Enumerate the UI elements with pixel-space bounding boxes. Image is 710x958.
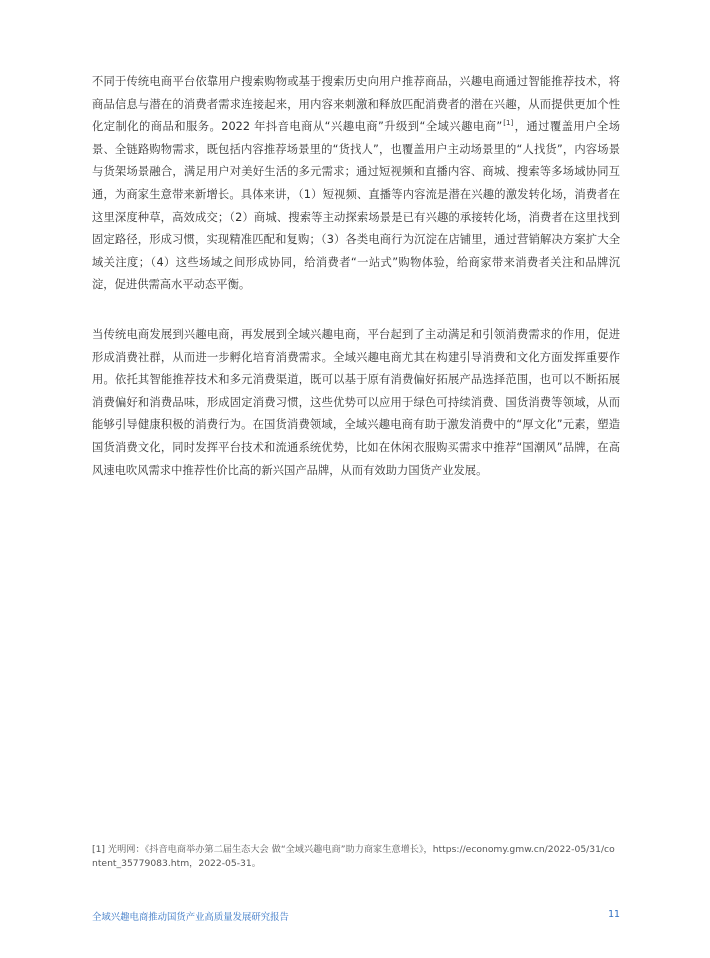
body-paragraph-1 bbox=[92, 71, 620, 297]
footnote-reference-mark[interactable]: [1] bbox=[503, 119, 514, 128]
main-content bbox=[92, 71, 620, 482]
paragraph-1-text-before-ref: 不同于传统电商平台依靠用户搜索购物或基于搜索历史向用户推荐商品，兴趣电商通过智能推荐技术，将商品信息与潜在的消费者需求连接起来，用内容来刺激和释放匹配消费者的潜在兴趣，从而提供更加个性化定制化的商品和服务。2022 年抖音电商从“兴趣电商”升级到“全域兴趣电商” bbox=[92, 75, 620, 134]
page-number: 11 bbox=[608, 909, 620, 920]
footer-report-title: 全域兴趣电商推动国货产业高质量发展研究报告 bbox=[92, 912, 289, 923]
body-paragraph-2: 当传统电商发展到兴趣电商，再发展到全域兴趣电商，平台起到了主动满足和引领消费需求的作用，促进形成消费社群，从而进一步孵化培育消费需求。全域兴趣电商尤其在构建引导消费和文化方面发挥重要作用。依托其智能推荐技术和多元消费渠道，既可以基于原有消费偏好拓展产品选择范围，也可以不断拓展消费偏好和消费品味，形成固定消费习惯，这些优势可以应用于绿色可持续消费、国货消费等领域，从而能够引导健康积极的消费行为。在国货消费领域，全域兴趣电商有助于激发消费中的“厚文化”元素，塑造国货消费文化，同时发挥平台技术和流通系统优势，比如在休闲衣服购买需求中推荐“国潮风”品牌，在高风速电吹风需求中推荐性价比高的新兴国产品牌，从而有效助力国货产业发展。 bbox=[92, 327, 620, 477]
paragraph-1-text-after-ref: ，通过覆盖用户全场景、全链路购物需求，既包括内容推荐场景里的“货找人”，也覆盖用户主动场景里的“人找货”，内容场景与货架场景融合，满足用户对美好生活的多元需求；通过短视频和直播内容、商城、搜索等多场域协同互通，为商家生意带来新增长。具体来讲，（1）短视频、直播等内容流是潜在兴趣的激发转化场，消费者在这里深度种草，高效成交；（2）商城、搜索等主动探索场景是已有兴趣的承接转化场，消费者在这里找到固定路径，形成习惯，实现精准匹配和复购；（3）各类电商行为沉淀在店铺里，通过营销解决方案扩大全域关注度；（4）这些场域之间形成协同，给消费者“一站式”购物体验，给商家带来消费者关注和品牌沉淀，促进供需高水平动态平衡。 bbox=[92, 120, 620, 292]
footnote: [1] 光明网：《抖音电商举办第二届生态大会 做“全域兴趣电商”助力商家生意增长》，https://economy.gmw.cn/2022-05/31/content_35779083.htm，2022-05-31。 bbox=[92, 844, 615, 869]
